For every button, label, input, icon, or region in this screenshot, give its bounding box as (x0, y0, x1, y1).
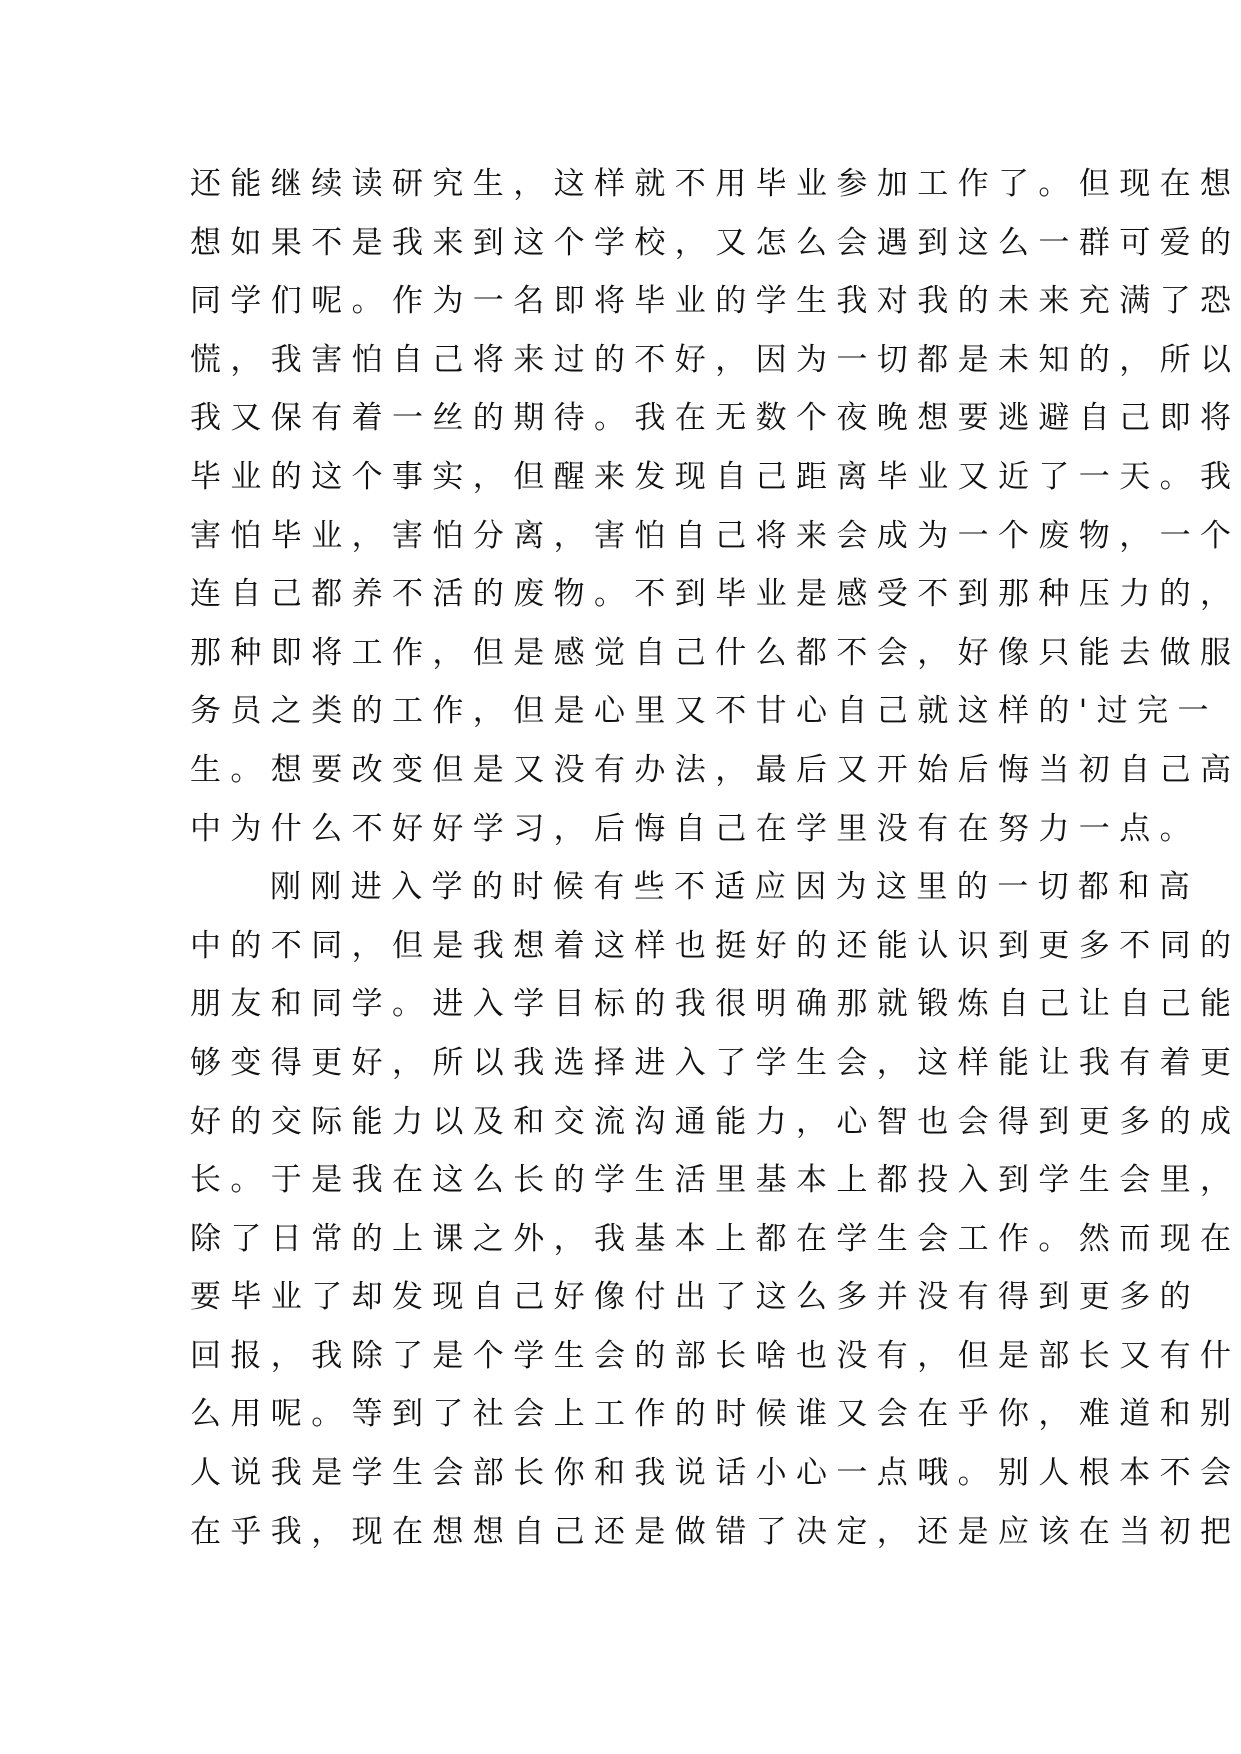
text-line: 同学们呢。作为一名即将毕业的学生我对我的未来充满了恐 (190, 283, 1241, 320)
text-line: 毕业的这个事实，但醒来发现自己距离毕业又近了一天。我 (190, 458, 1241, 495)
text-line: 还能继续读研究生，这样就不用毕业参加工作了。但现在想 (190, 166, 1241, 202)
text-line: 好的交际能力以及和交流沟通能力，心智也会得到更多的成 (190, 1103, 1241, 1140)
text-line: 想如果不是我来到这个学校，又怎么会遇到这么一群可爱的 (190, 224, 1241, 261)
text-line: 中的不同，但是我想着这样也挺好的还能认识到更多不同的 (190, 927, 1241, 964)
text-line: 慌，我害怕自己将来过的不好，因为一切都是未知的，所以 (190, 341, 1241, 378)
text-line: 要毕业了却发现自己好像付出了这么多并没有得到更多的 (190, 1279, 1200, 1316)
text-line: 够变得更好，所以我选择进入了学生会，这样能让我有着更 (190, 1044, 1241, 1081)
text-line: 我又保有着一丝的期待。我在无数个夜晚想要逃避自己即将 (190, 400, 1241, 437)
text-line: 长。于是我在这么长的学生活里基本上都投入到学生会里， (190, 1162, 1241, 1199)
text-line: 中为什么不好好学习，后悔自己在学里没有在努力一点。 (190, 810, 1200, 847)
text-line: 那种即将工作，但是感觉自己什么都不会，好像只能去做服 (190, 634, 1241, 671)
text-line: 么用呢。等到了社会上工作的时候谁又会在乎你，难道和别 (190, 1396, 1241, 1433)
text-line: 除了日常的上课之外，我基本上都在学生会工作。然而现在 (190, 1220, 1241, 1257)
text-line: 连自己都养不活的废物。不到毕业是感受不到那种压力的， (190, 576, 1241, 613)
document-body (190, 155, 1241, 1561)
text-line: 务员之类的工作，但是心里又不甘心自己就这样的'过完一 (190, 693, 1218, 730)
text-line: 回报，我除了是个学生会的部长啥也没有，但是部长又有什 (190, 1337, 1241, 1374)
text-line: 人说我是学生会部长你和我说话小心一点哦。别人根本不会 (190, 1455, 1241, 1492)
paragraph-start-line: 刚刚进入学的时候有些不适应因为这里的一切都和高 (270, 869, 1200, 906)
text-line: 害怕毕业，害怕分离，害怕自己将来会成为一个废物，一个 (190, 517, 1241, 554)
text-line: 朋友和同学。进入学目标的我很明确那就锻炼自己让自己能 (190, 986, 1241, 1023)
text-line: 生。想要改变但是又没有办法，最后又开始后悔当初自己高 (190, 751, 1241, 788)
text-line: 在乎我，现在想想自己还是做错了决定，还是应该在当初把 (190, 1513, 1241, 1550)
